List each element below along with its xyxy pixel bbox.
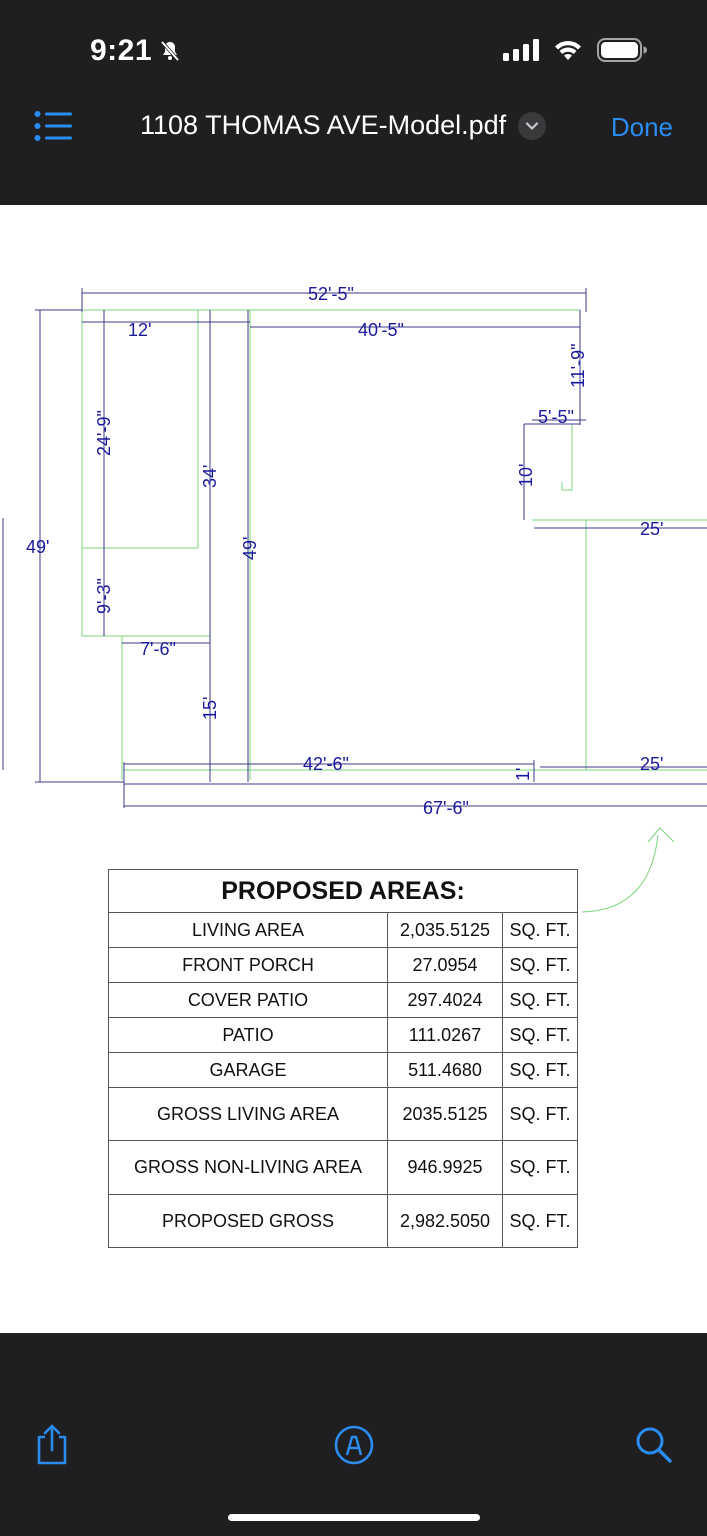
dim-label-11-9: 11'-9" — [568, 343, 588, 388]
area-label: GROSS LIVING AREA — [109, 1088, 388, 1141]
area-value: 297.4024 — [388, 983, 503, 1018]
done-button[interactable]: Done — [610, 112, 673, 142]
area-value: 111.0267 — [388, 1018, 503, 1053]
table-row — [109, 1018, 578, 1053]
bottom-toolbar — [0, 1333, 707, 1536]
area-value: 2035.5125 — [388, 1088, 503, 1141]
area-unit: SQ. FT. — [503, 983, 578, 1018]
area-unit: SQ. FT. — [503, 948, 578, 983]
top-bar — [0, 0, 707, 205]
table-row — [109, 948, 578, 983]
area-value: 2,035.5125 — [388, 913, 503, 948]
dim-label-52-5: 52'-5" — [308, 284, 354, 304]
table-row — [109, 1088, 578, 1141]
dim-label-5-5: 5'-5" — [538, 407, 574, 427]
area-value: 511.4680 — [388, 1053, 503, 1088]
dim-label-12: 12' — [128, 320, 152, 340]
area-value: 2,982.5050 — [388, 1195, 503, 1248]
title-menu-button[interactable] — [518, 112, 546, 140]
dim-label-25-bottom: 25' — [640, 754, 664, 774]
table-row — [109, 913, 578, 948]
dim-label-9-3: 9'-3" — [94, 578, 114, 614]
area-value: 946.9925 — [388, 1141, 503, 1195]
area-label: FRONT PORCH — [109, 948, 388, 983]
pdf-page — [0, 205, 707, 1333]
cellular-signal-icon — [503, 39, 539, 61]
area-label: GROSS NON-LIVING AREA — [109, 1141, 388, 1195]
table-row — [109, 1141, 578, 1195]
area-label: PROPOSED GROSS — [109, 1195, 388, 1248]
list-icon — [34, 110, 74, 142]
area-unit: SQ. FT. — [503, 1195, 578, 1248]
chevron-down-icon — [525, 121, 539, 131]
status-icons — [503, 38, 647, 62]
dim-label-10: 10' — [516, 463, 536, 487]
search-button[interactable] — [632, 1423, 676, 1467]
areas-table-heading: PROPOSED AREAS: — [109, 870, 578, 913]
silent-bell-icon — [158, 39, 182, 63]
area-label: GARAGE — [109, 1053, 388, 1088]
area-label: COVER PATIO — [109, 983, 388, 1018]
dim-label-24-9: 24'-9" — [94, 410, 114, 456]
area-value: 27.0954 — [388, 948, 503, 983]
area-label: LIVING AREA — [109, 913, 388, 948]
dim-label-42-6: 42'-6" — [303, 754, 349, 774]
wifi-icon — [553, 39, 583, 61]
dim-label-49-left: 49' — [26, 537, 50, 557]
home-indicator[interactable] — [228, 1514, 480, 1521]
area-unit: SQ. FT. — [503, 1053, 578, 1088]
dim-label-7-6: 7'-6" — [140, 639, 176, 659]
table-row — [109, 1053, 578, 1088]
dim-label-25-top: 25' — [640, 519, 664, 539]
area-unit: SQ. FT. — [503, 1141, 578, 1195]
nav-bar — [0, 100, 707, 160]
markup-icon — [332, 1423, 376, 1467]
dim-label-15: 15' — [200, 696, 220, 720]
area-unit: SQ. FT. — [503, 1088, 578, 1141]
table-row — [109, 983, 578, 1018]
share-icon — [30, 1423, 74, 1467]
document-title-button[interactable] — [140, 110, 546, 141]
dim-label-49-mid: 49' — [240, 536, 260, 560]
floor-plan-walls — [82, 310, 707, 912]
search-icon — [632, 1423, 676, 1467]
proposed-areas-table — [108, 869, 578, 1248]
list-button[interactable] — [34, 110, 74, 142]
table-row — [109, 1195, 578, 1248]
clock-text: 9:21 — [90, 34, 153, 67]
area-unit: SQ. FT. — [503, 1018, 578, 1053]
document-title: 1108 THOMAS AVE-Model.pdf — [140, 110, 507, 140]
status-time — [90, 34, 182, 68]
dim-label-40-5: 40'-5" — [358, 320, 404, 340]
dim-label-67-6: 67'-6" — [423, 798, 469, 818]
share-button[interactable] — [30, 1423, 74, 1467]
dim-label-34: 34' — [200, 464, 220, 488]
markup-button[interactable] — [332, 1423, 376, 1467]
battery-icon — [597, 38, 647, 62]
area-unit: SQ. FT. — [503, 913, 578, 948]
area-label: PATIO — [109, 1018, 388, 1053]
dim-label-1: 1' — [513, 767, 533, 781]
